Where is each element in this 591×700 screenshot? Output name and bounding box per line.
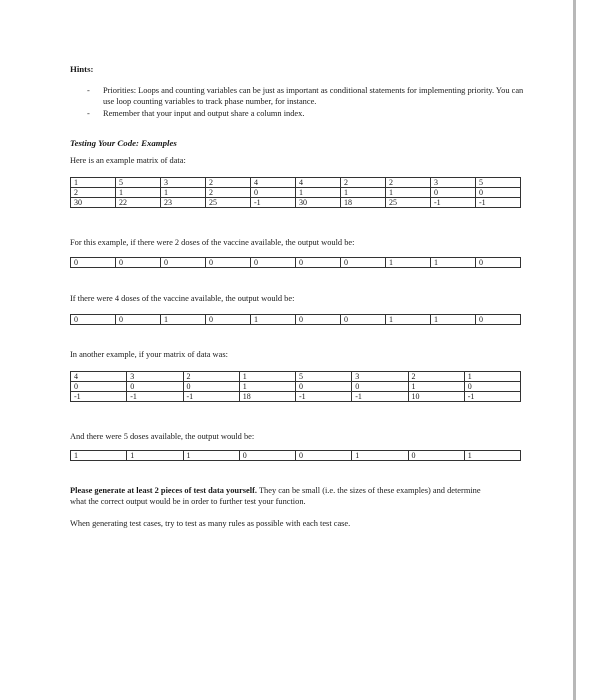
hint-item: - Priorities: Loops and counting variables can be just as important as conditional statements for implementing priority. You can use loop counting variables to track phase number, for instance. <box>87 86 524 106</box>
matrix-cell: -1 <box>127 392 183 402</box>
intro-text: Here is an example matrix of data: <box>70 156 186 165</box>
matrix-cell: 1 <box>116 188 161 198</box>
matrix-cell: 0 <box>127 382 183 392</box>
matrix-cell: 1 <box>239 382 295 392</box>
matrix-cell: 2 <box>206 188 251 198</box>
matrix-cell: -1 <box>352 392 408 402</box>
table-row <box>71 258 521 268</box>
example-2-text: If there were 4 doses of the vaccine available, the output would be: <box>70 294 295 303</box>
output-cell: 0 <box>251 258 296 268</box>
section-title: Testing Your Code: Examples <box>70 138 177 148</box>
output-row-1 <box>70 257 521 268</box>
output-cell: 0 <box>116 315 161 325</box>
output-cell: 0 <box>239 451 295 461</box>
matrix-cell: 3 <box>352 372 408 382</box>
table-row <box>71 198 521 208</box>
matrix-cell: 2 <box>183 372 239 382</box>
output-cell: 0 <box>341 258 386 268</box>
matrix-cell: 1 <box>161 188 206 198</box>
output-cell: 0 <box>161 258 206 268</box>
matrix-cell: 5 <box>476 178 521 188</box>
hints-heading: Hints: <box>70 64 94 74</box>
output-cell: 1 <box>71 451 127 461</box>
matrix-cell: 0 <box>71 382 127 392</box>
output-cell: 1 <box>386 315 431 325</box>
matrix-cell: 1 <box>386 188 431 198</box>
example-3-doses-text: And there were 5 doses available, the output would be: <box>70 432 255 441</box>
output-cell: 0 <box>476 315 521 325</box>
table-row <box>71 392 521 402</box>
matrix-cell: -1 <box>183 392 239 402</box>
output-cell: 0 <box>296 451 352 461</box>
matrix-cell: 2 <box>341 178 386 188</box>
matrix-cell: 3 <box>127 372 183 382</box>
matrix-cell: 5 <box>116 178 161 188</box>
matrix-cell: 0 <box>183 382 239 392</box>
matrix-cell: 30 <box>296 198 341 208</box>
generate-instructions: Please generate at least 2 pieces of test data yourself. They can be small (i.e. the sizes of these examples) and determine what the correct output would be in order to further test your function. <box>70 486 481 506</box>
table-row <box>71 372 521 382</box>
output-cell: 1 <box>127 451 183 461</box>
matrix-cell: 18 <box>239 392 295 402</box>
matrix-cell: 1 <box>239 372 295 382</box>
data-matrix-1 <box>70 177 521 208</box>
table-row <box>71 315 521 325</box>
matrix-cell: -1 <box>464 392 520 402</box>
matrix-cell: -1 <box>476 198 521 208</box>
page-edge-divider <box>573 0 576 700</box>
output-cell: 1 <box>386 258 431 268</box>
output-cell: 1 <box>464 451 520 461</box>
output-row-2 <box>70 314 521 325</box>
output-cell: 1 <box>431 315 476 325</box>
matrix-cell: -1 <box>251 198 296 208</box>
table-row <box>71 178 521 188</box>
output-cell: 0 <box>408 451 464 461</box>
matrix-cell: 0 <box>251 188 296 198</box>
matrix-cell: 0 <box>431 188 476 198</box>
matrix-cell: 2 <box>71 188 116 198</box>
matrix-cell: 0 <box>296 382 352 392</box>
output-cell: 1 <box>352 451 408 461</box>
matrix-cell: 1 <box>408 382 464 392</box>
hints-list <box>70 86 525 122</box>
output-cell: 0 <box>71 258 116 268</box>
matrix-cell: 4 <box>251 178 296 188</box>
output-cell: 1 <box>161 315 206 325</box>
matrix-cell: 1 <box>71 178 116 188</box>
matrix-cell: 23 <box>161 198 206 208</box>
table-row <box>71 188 521 198</box>
output-cell: 1 <box>251 315 296 325</box>
example-3-text: In another example, if your matrix of data was: <box>70 350 228 359</box>
output-cell: 0 <box>296 258 341 268</box>
matrix-cell: 2 <box>206 178 251 188</box>
output-cell: 0 <box>206 315 251 325</box>
matrix-cell: 0 <box>352 382 408 392</box>
table-row <box>71 451 521 461</box>
hint-item: - Remember that your input and output share a column index. <box>87 109 305 118</box>
output-row-3 <box>70 450 521 461</box>
matrix-cell: -1 <box>71 392 127 402</box>
output-cell: 0 <box>71 315 116 325</box>
matrix-cell: 25 <box>206 198 251 208</box>
output-cell: 1 <box>183 451 239 461</box>
matrix-cell: 1 <box>296 188 341 198</box>
matrix-cell: 4 <box>71 372 127 382</box>
matrix-cell: -1 <box>431 198 476 208</box>
matrix-cell: 3 <box>431 178 476 188</box>
matrix-cell: 0 <box>464 382 520 392</box>
matrix-cell: 25 <box>386 198 431 208</box>
output-cell: 0 <box>476 258 521 268</box>
matrix-cell: 1 <box>341 188 386 198</box>
matrix-cell: 5 <box>296 372 352 382</box>
output-cell: 0 <box>116 258 161 268</box>
output-cell: 0 <box>341 315 386 325</box>
matrix-cell: 0 <box>476 188 521 198</box>
table-row <box>71 382 521 392</box>
matrix-cell: 2 <box>386 178 431 188</box>
matrix-cell: 3 <box>161 178 206 188</box>
data-matrix-2 <box>70 371 521 402</box>
example-1-text: For this example, if there were 2 doses of the vaccine available, the output would be: <box>70 238 355 247</box>
output-cell: 1 <box>431 258 476 268</box>
final-instructions: When generating test cases, try to test as many rules as possible with each test case. <box>70 519 351 528</box>
matrix-cell: 18 <box>341 198 386 208</box>
matrix-cell: 22 <box>116 198 161 208</box>
matrix-cell: 1 <box>464 372 520 382</box>
output-cell: 0 <box>206 258 251 268</box>
matrix-cell: -1 <box>296 392 352 402</box>
matrix-cell: 30 <box>71 198 116 208</box>
output-cell: 0 <box>296 315 341 325</box>
matrix-cell: 10 <box>408 392 464 402</box>
matrix-cell: 4 <box>296 178 341 188</box>
matrix-cell: 2 <box>408 372 464 382</box>
